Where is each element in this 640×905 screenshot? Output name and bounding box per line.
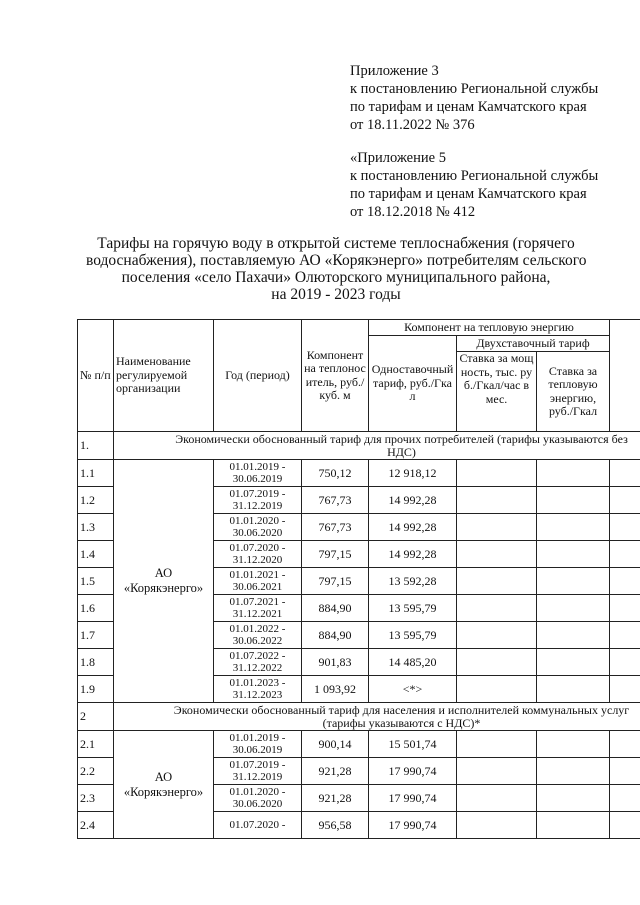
row-number: 1.9 (78, 676, 114, 703)
header-capacity-rate: Ставка за мощность, тыс. руб./Гкал/час в мес. (457, 352, 537, 432)
document-title-line: водоснабжения), поставляемую АО «Корякэнерго» потребителям сельского (86, 252, 587, 269)
header-period: Год (период) (214, 320, 302, 432)
row-number: 1.4 (78, 541, 114, 568)
extra-column (610, 649, 640, 676)
period-start: 01.01.2022 - (229, 623, 286, 635)
heat-carrier-value: 797,15 (302, 568, 369, 595)
row-number: 2.4 (78, 812, 114, 839)
appendix-3-reference (350, 62, 640, 134)
appendix-3-line: Приложение 3 (350, 63, 439, 79)
period-start: 01.07.2019 - (229, 759, 286, 771)
energy-rate-value (537, 595, 610, 622)
section-number: 2 (78, 703, 114, 731)
extra-column (610, 595, 640, 622)
capacity-rate-value (457, 460, 537, 487)
section-title-line: НДС) (387, 444, 416, 459)
single-rate-value: 14 992,28 (369, 541, 457, 568)
energy-rate-value (537, 487, 610, 514)
row-number: 1.2 (78, 487, 114, 514)
capacity-rate-value (457, 514, 537, 541)
period-start: 01.07.2019 - (229, 488, 286, 500)
row-period (214, 812, 302, 839)
extra-column (610, 487, 640, 514)
period-start: 01.01.2019 - (229, 461, 286, 473)
capacity-rate-value (457, 622, 537, 649)
period-start: 01.01.2021 - (229, 569, 286, 581)
document-title-line: на 2019 - 2023 годы (271, 286, 401, 303)
appendix-5-line: «Приложение 5 (350, 150, 446, 166)
period-end: 30.06.2022 (232, 635, 283, 647)
energy-rate-value (537, 785, 610, 812)
appendix-5-line: к постановлению Региональной службы (350, 168, 599, 184)
energy-rate-value (537, 731, 610, 758)
header-extra-column (610, 320, 640, 432)
row-period (214, 731, 302, 758)
row-period (214, 622, 302, 649)
appendix-3-line: от 18.11.2022 № 376 (350, 117, 475, 133)
period-end: 30.06.2019 (232, 473, 283, 485)
row-number: 1.6 (78, 595, 114, 622)
row-period (214, 676, 302, 703)
energy-rate-value (537, 541, 610, 568)
document-title-line: поселения «село Пахачи» Олюторского муниципального района, (121, 269, 551, 286)
period-start: 01.07.2020 - (229, 819, 286, 831)
single-rate-value: 13 595,79 (369, 622, 457, 649)
extra-column (610, 785, 640, 812)
heat-carrier-value: 767,73 (302, 514, 369, 541)
energy-rate-value (537, 649, 610, 676)
appendix-3-line: к постановлению Региональной службы (350, 81, 599, 97)
appendix-5-reference (350, 149, 640, 221)
heat-carrier-value: 797,15 (302, 541, 369, 568)
period-end: 31.12.2019 (232, 500, 283, 512)
single-rate-value: 14 485,20 (369, 649, 457, 676)
section-title (114, 703, 640, 731)
capacity-rate-value (457, 649, 537, 676)
energy-rate-value (537, 812, 610, 839)
period-start: 01.07.2021 - (229, 596, 286, 608)
extra-column (610, 622, 640, 649)
single-rate-value: 12 918,12 (369, 460, 457, 487)
header-row (78, 320, 640, 336)
row-number: 1.7 (78, 622, 114, 649)
single-rate-value: 17 990,74 (369, 785, 457, 812)
single-rate-value: 14 992,28 (369, 487, 457, 514)
energy-rate-value (537, 514, 610, 541)
row-number: 2.2 (78, 758, 114, 785)
capacity-rate-value (457, 541, 537, 568)
period-start: 01.01.2023 - (229, 677, 286, 689)
single-rate-value: 14 992,28 (369, 514, 457, 541)
single-rate-value: 17 990,74 (369, 758, 457, 785)
row-period (214, 487, 302, 514)
section-row (78, 432, 640, 460)
energy-rate-value (537, 622, 610, 649)
heat-carrier-value: 901,83 (302, 649, 369, 676)
energy-rate-value (537, 758, 610, 785)
section-title-line: (тарифы указываются с НДС)* (322, 715, 481, 730)
tariff-table (77, 319, 640, 839)
energy-rate-value (537, 568, 610, 595)
header-heat-carrier: Компонент на теплоноситель, руб./куб. м (302, 320, 369, 432)
table-row (78, 731, 640, 758)
period-end: 30.06.2020 (232, 798, 283, 810)
period-end: 30.06.2020 (232, 527, 283, 539)
extra-column (610, 758, 640, 785)
appendix-3-line: по тарифам и ценам Камчатского края (350, 99, 587, 115)
single-rate-value: 15 501,74 (369, 731, 457, 758)
single-rate-value: 13 592,28 (369, 568, 457, 595)
heat-carrier-value: 1 093,92 (302, 676, 369, 703)
header-energy-rate: Ставка за тепловую энергию, руб./Гкал (537, 352, 610, 432)
row-number: 1.8 (78, 649, 114, 676)
period-end: 31.12.2021 (232, 608, 283, 620)
row-period (214, 541, 302, 568)
extra-column (610, 541, 640, 568)
heat-carrier-value: 900,14 (302, 731, 369, 758)
row-period (214, 568, 302, 595)
extra-column (610, 676, 640, 703)
organization-name: АО «Корякэнерго» (114, 731, 214, 839)
section-number: 1. (78, 432, 114, 460)
period-start: 01.01.2020 - (229, 786, 286, 798)
header-heat-energy: Компонент на тепловую энергию (369, 320, 610, 336)
capacity-rate-value (457, 568, 537, 595)
single-rate-value: <*> (369, 676, 457, 703)
appendix-5-line: по тарифам и ценам Камчатского края (350, 186, 587, 202)
period-end: 30.06.2019 (232, 744, 283, 756)
heat-carrier-value: 767,73 (302, 487, 369, 514)
row-period (214, 785, 302, 812)
period-start: 01.07.2022 - (229, 650, 286, 662)
row-number: 2.1 (78, 731, 114, 758)
row-period (214, 649, 302, 676)
capacity-rate-value (457, 487, 537, 514)
row-number: 1.5 (78, 568, 114, 595)
organization-name: АО «Корякэнерго» (114, 460, 214, 703)
row-period (214, 595, 302, 622)
energy-rate-value (537, 676, 610, 703)
extra-column (610, 731, 640, 758)
section-row (78, 703, 640, 731)
capacity-rate-value (457, 676, 537, 703)
table-row (78, 460, 640, 487)
section-title-line: Экономически обоснованный тариф для населения и исполнителей коммунальных услуг (173, 703, 630, 717)
single-rate-value: 13 595,79 (369, 595, 457, 622)
capacity-rate-value (457, 812, 537, 839)
heat-carrier-value: 884,90 (302, 595, 369, 622)
single-rate-value: 17 990,74 (369, 812, 457, 839)
capacity-rate-value (457, 785, 537, 812)
header-single-rate: Одноставочный тариф, руб./Гкал (369, 336, 457, 432)
period-start: 01.07.2020 - (229, 542, 286, 554)
capacity-rate-value (457, 731, 537, 758)
appendix-5-line: от 18.12.2018 № 412 (350, 204, 476, 220)
extra-column (610, 460, 640, 487)
period-end: 31.12.2019 (232, 771, 283, 783)
tariff-table-body (78, 320, 640, 839)
period-end: 31.12.2022 (232, 662, 283, 674)
capacity-rate-value (457, 758, 537, 785)
header-two-part-tariff: Двухставочный тариф (457, 336, 610, 352)
energy-rate-value (537, 460, 610, 487)
row-number: 1.1 (78, 460, 114, 487)
document-title (86, 235, 586, 303)
header-num: № п/п (78, 320, 114, 432)
heat-carrier-value: 921,28 (302, 758, 369, 785)
extra-column (610, 812, 640, 839)
header-organization: Наименование регулируемой организации (114, 320, 214, 432)
row-period (214, 514, 302, 541)
row-number: 1.3 (78, 514, 114, 541)
section-title-line: Экономически обоснованный тариф для прочих потребителей (тарифы указываются без (175, 432, 628, 446)
heat-carrier-value: 921,28 (302, 785, 369, 812)
row-period (214, 460, 302, 487)
document-title-line: Тарифы на горячую воду в открытой системе теплоснабжения (горячего (97, 235, 575, 252)
heat-carrier-value: 884,90 (302, 622, 369, 649)
period-start: 01.01.2019 - (229, 732, 286, 744)
row-number: 2.3 (78, 785, 114, 812)
period-end: 31.12.2020 (232, 554, 283, 566)
period-start: 01.01.2020 - (229, 515, 286, 527)
section-title (114, 432, 640, 460)
capacity-rate-value (457, 595, 537, 622)
extra-column (610, 568, 640, 595)
heat-carrier-value: 750,12 (302, 460, 369, 487)
heat-carrier-value: 956,58 (302, 812, 369, 839)
period-end: 31.12.2023 (232, 689, 283, 701)
extra-column (610, 514, 640, 541)
period-end: 30.06.2021 (232, 581, 283, 593)
row-period (214, 758, 302, 785)
